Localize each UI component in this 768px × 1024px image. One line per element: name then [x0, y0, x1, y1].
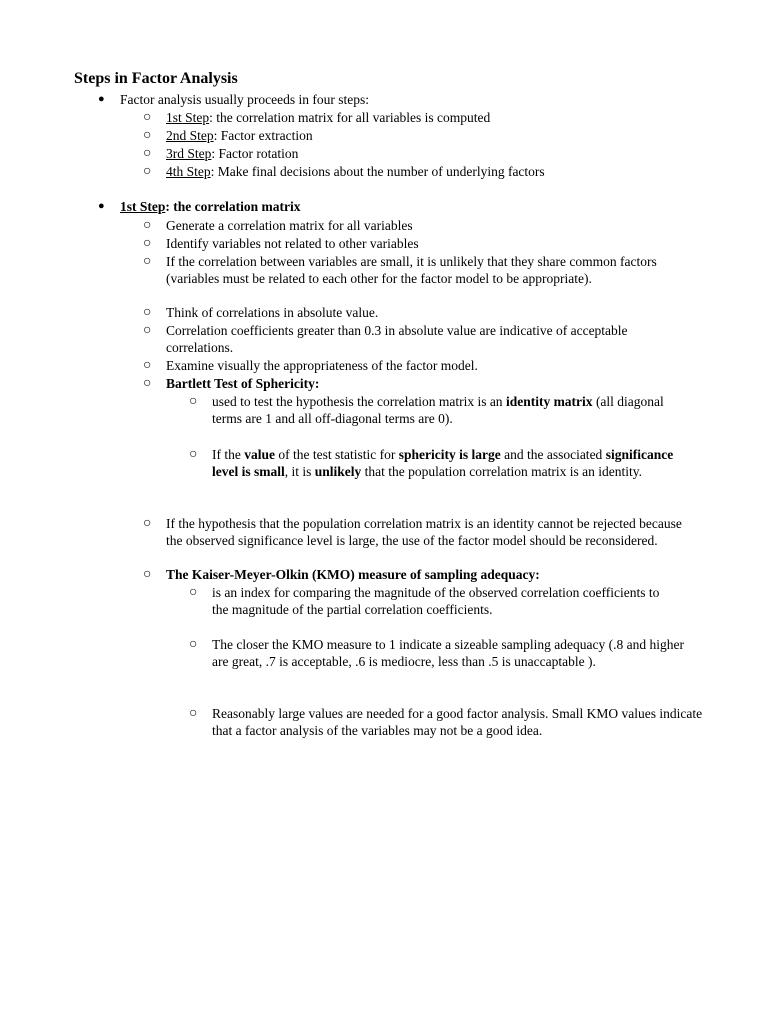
kmo-heading [143, 566, 696, 583]
bartlett-emphasis: identity matrix [505, 394, 593, 409]
hollow-bullet-icon: ○ [189, 394, 198, 409]
bartlett-text: , it is [284, 464, 315, 479]
kmo-subitem [189, 705, 712, 739]
step-text: : the correlation matrix for all variables is computed [209, 110, 491, 125]
bartlett-text: used to test the hypothesis the correlation matrix is an [212, 394, 506, 409]
bartlett-emphasis: sphericity is large [398, 447, 501, 462]
step-item [143, 145, 706, 162]
bartlett-subitem [189, 446, 696, 480]
hollow-bullet-icon: ○ [143, 305, 152, 320]
hollow-bullet-icon: ○ [143, 323, 152, 338]
hollow-bullet-icon: ○ [143, 358, 152, 373]
section-item [143, 515, 696, 549]
bartlett-text: (all diagonal terms are 1 and all off-diagonal terms are 0). [212, 394, 664, 426]
section-item-text: Identify variables not related to other variables [166, 236, 419, 251]
bartlett-emphasis: unlikely [314, 464, 362, 479]
kmo-text: The closer the KMO measure to 1 indicate a sizeable sampling adequacy (.8 and higher are great, .7 is acceptable, .6 is mediocre, less than .5 is unaccaptable ). [212, 637, 684, 669]
kmo-text: is an index for comparing the magnitude of the observed correlation coefficients to the magnitude of the partial correlation coefficients. [212, 585, 660, 617]
section-item [143, 357, 696, 374]
section-item [143, 253, 696, 287]
hollow-bullet-icon: ○ [143, 236, 152, 251]
bartlett-emphasis: significance level is small [212, 447, 674, 479]
section-item-text: Generate a correlation matrix for all variables [166, 218, 413, 233]
step-text: : Factor extraction [213, 128, 313, 143]
bartlett-subitem [189, 393, 696, 427]
section-item-text: If the correlation between variables are small, it is unlikely that they share common factors (variables must be related to each other for the factor model to be appropriate). [166, 254, 657, 286]
bartlett-heading-text: Bartlett Test of Sphericity: [166, 376, 320, 391]
hollow-bullet-icon: ○ [189, 706, 198, 721]
hollow-bullet-icon: ○ [143, 110, 152, 125]
section-title: : the correlation matrix [165, 199, 301, 214]
hollow-bullet-icon: ○ [143, 254, 152, 269]
step-text: : Factor rotation [211, 146, 299, 161]
hollow-bullet-icon: ○ [143, 128, 152, 143]
section-item [143, 235, 696, 252]
hollow-bullet-icon: ○ [143, 164, 152, 179]
section-label: 1st Step [120, 199, 166, 214]
intro-item [98, 91, 680, 108]
bartlett-heading [143, 375, 696, 392]
section-item [143, 217, 696, 234]
step-label: 3rd Step [166, 146, 212, 161]
section-item-text: Examine visually the appropriateness of the factor model. [166, 358, 478, 373]
step-label: 1st Step [166, 110, 210, 125]
bartlett-text: and the associated [500, 447, 606, 462]
kmo-heading-text: The Kaiser-Meyer-Olkin (KMO) measure of sampling adequacy: [166, 567, 540, 582]
hollow-bullet-icon: ○ [143, 218, 152, 233]
bartlett-emphasis: value [244, 447, 275, 462]
section-item-text: If the hypothesis that the population correlation matrix is an identity cannot be rejected because the observed significance level is large, the use of the factor model should be reconsidered. [166, 516, 682, 548]
step-item [143, 127, 706, 144]
section-item [143, 322, 646, 356]
section-item [143, 304, 696, 321]
hollow-bullet-icon: ○ [189, 637, 198, 652]
section-item-text: Think of correlations in absolute value. [166, 305, 379, 320]
hollow-bullet-icon: ○ [143, 516, 152, 531]
kmo-text: Reasonably large values are needed for a good factor analysis. Small KMO values indicate that a factor analysis of the variables may not be a good idea. [212, 706, 703, 738]
hollow-bullet-icon: ○ [143, 376, 152, 391]
hollow-bullet-icon: ○ [189, 585, 198, 600]
filled-bullet-icon: ● [98, 200, 105, 212]
kmo-subitem [189, 584, 662, 618]
bartlett-text: that the population correlation matrix is an identity. [361, 464, 642, 479]
filled-bullet-icon: ● [98, 93, 105, 105]
document-title: Steps in Factor Analysis [74, 70, 238, 87]
step-label: 2nd Step [166, 128, 214, 143]
bartlett-text: If the [212, 447, 245, 462]
hollow-bullet-icon: ○ [143, 146, 152, 161]
section-item-text: Correlation coefficients greater than 0.3 in absolute value are indicative of acceptable correlations. [166, 323, 628, 355]
kmo-subitem [189, 636, 696, 670]
step-text: : Make final decisions about the number of underlying factors [210, 164, 545, 179]
step-label: 4th Step [166, 164, 211, 179]
step-item [143, 109, 706, 126]
step-item [143, 163, 706, 180]
hollow-bullet-icon: ○ [189, 447, 198, 462]
hollow-bullet-icon: ○ [143, 567, 152, 582]
bartlett-text: of the test statistic for [275, 447, 399, 462]
intro-text: Factor analysis usually proceeds in four steps: [120, 92, 369, 107]
section-heading [98, 198, 680, 215]
